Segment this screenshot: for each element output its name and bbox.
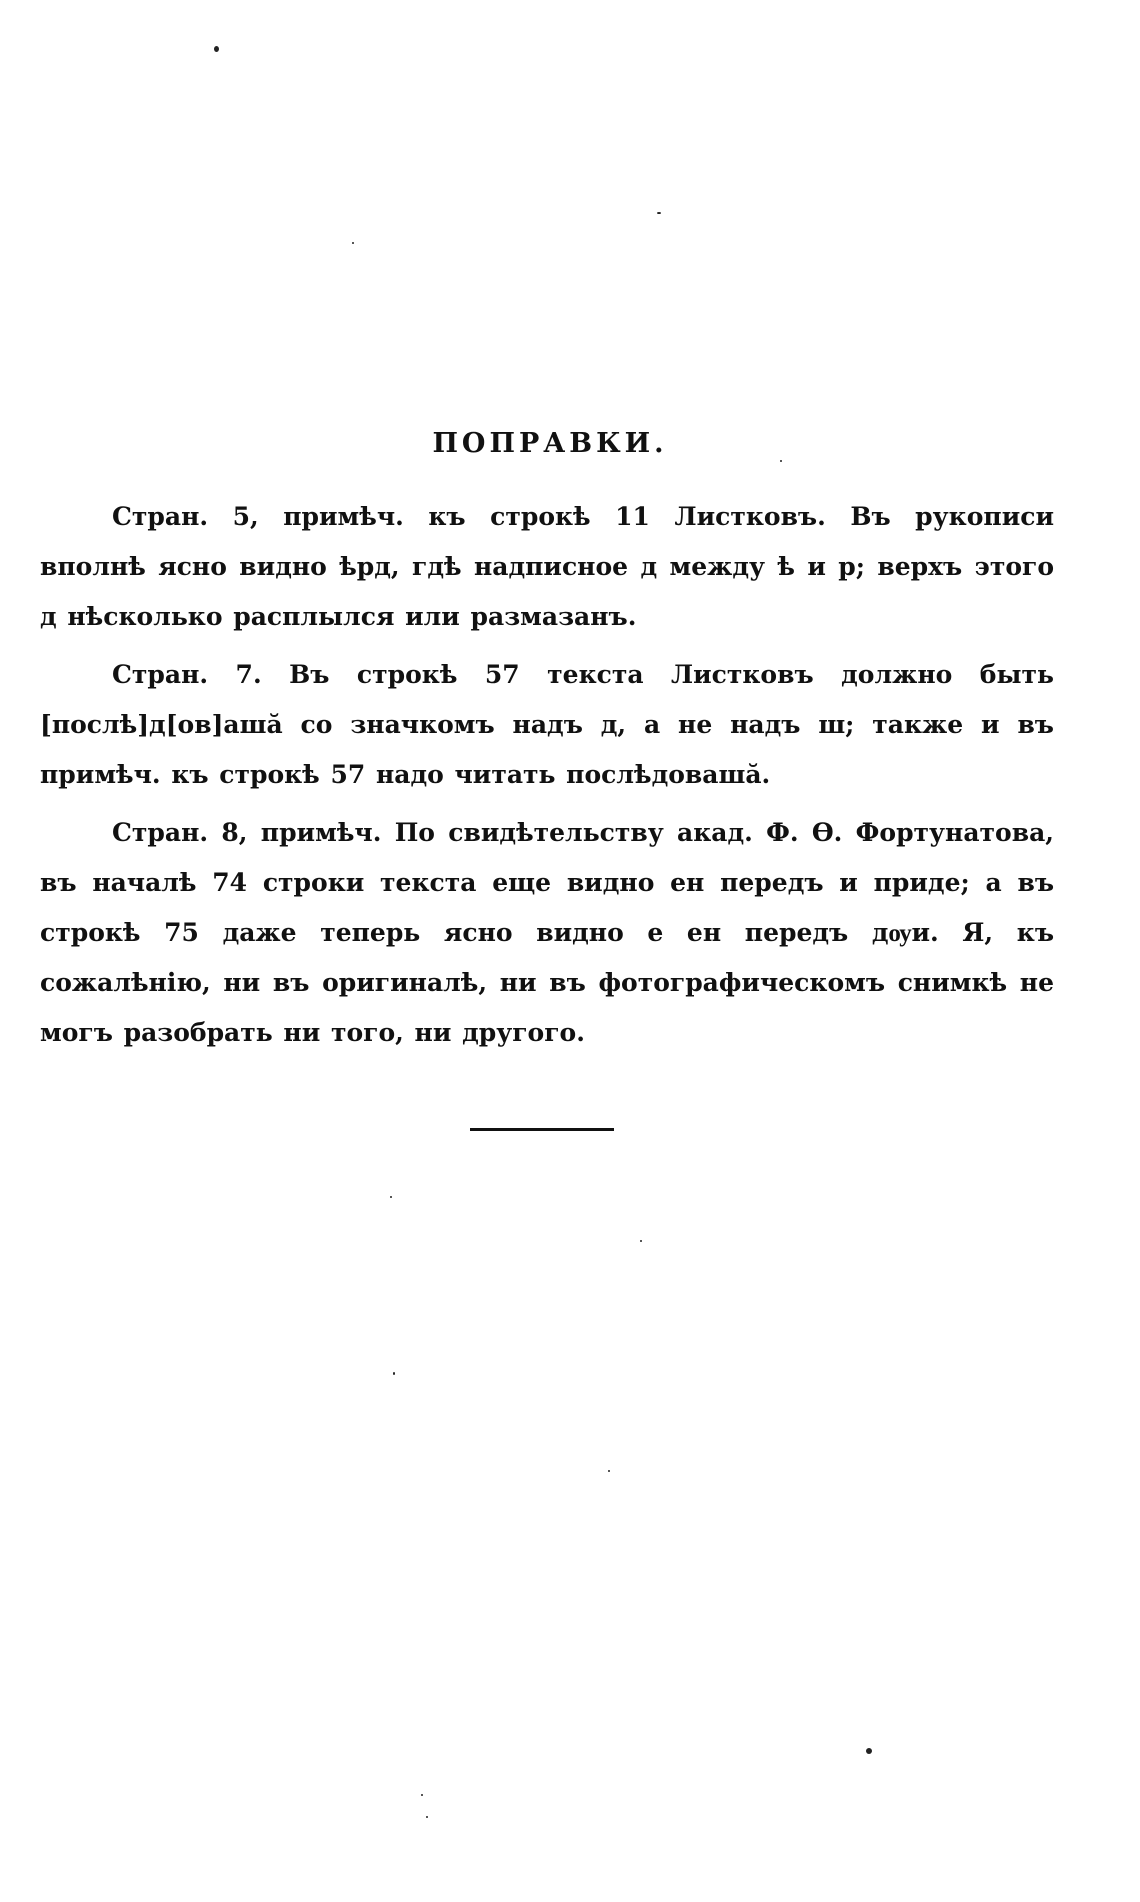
scan-speck (214, 46, 219, 52)
scan-speck (390, 1196, 392, 1198)
page-title: ПОПРАВКИ. (432, 428, 668, 459)
scan-speck (393, 1372, 395, 1375)
scan-speck (426, 1816, 428, 1818)
corrections-text (40, 492, 1054, 1066)
scan-speck (657, 212, 661, 214)
scan-speck (421, 1794, 423, 1796)
scan-speck (780, 460, 782, 462)
correction-paragraph-1: Стран. 5, примѣч. къ строкѣ 11 Листковъ. Въ рукописи вполнѣ ясно видно ѣрд, гдѣ надписное д между ѣ и р; верхъ этого д нѣсколько расплылся или размазанъ. (40, 502, 1054, 631)
scan-speck (640, 1240, 642, 1242)
correction-paragraph-2: Стран. 7. Въ строкѣ 57 текста Листковъ должно быть [послѣ]д[ов]ашӑ со значкомъ надъ д, а не надъ ш; также и въ примѣч. къ строкѣ 57 надо читать послѣдовашӑ. (40, 660, 1054, 789)
correction-paragraph-3: Стран. 8, примѣч. По свидѣтельству акад. Ф. Ѳ. Фортунатова, въ началѣ 74 строки текста еще видно ен передъ и приде; а въ строкѣ 75 даже теперь ясно видно е ен передъ дѹи. Я, къ сожалѣнію, ни въ оригиналѣ, ни въ фотографическомъ снимкѣ не могъ разобрать ни того, ни другого. (40, 818, 1054, 1047)
closing-rule (470, 1128, 614, 1131)
scan-speck (866, 1748, 872, 1754)
scan-speck (608, 1470, 610, 1472)
scan-speck (352, 242, 354, 244)
